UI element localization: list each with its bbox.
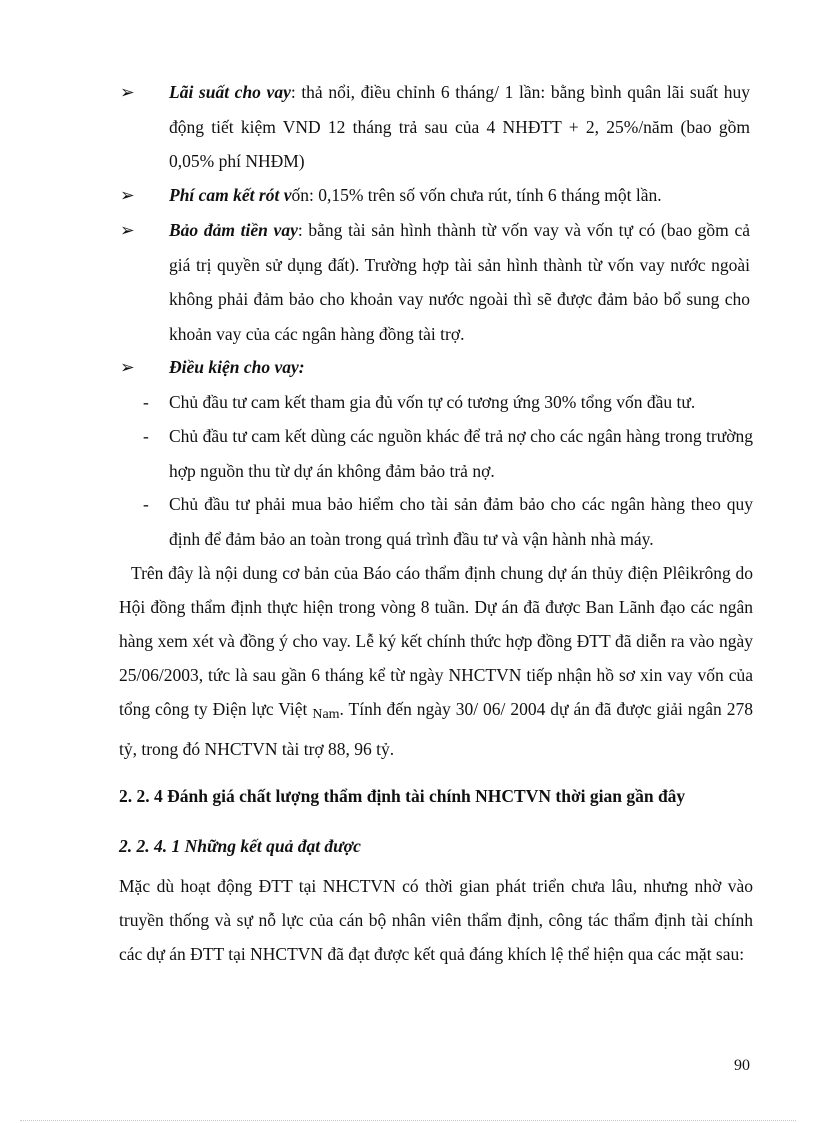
condition-item [143,419,753,488]
bullet-label: Bảo đảm tiền vay [169,220,298,240]
dash-marker: - [143,494,149,514]
condition-item [143,385,753,420]
condition-text: Chủ đầu tư cam kết dùng các nguồn khác để trả nợ cho các ngân hàng trong trường hợp nguồn thu từ dự án không đảm bảo trả nợ. [169,426,753,481]
arrow-bullet-icon: ➢ [120,220,135,240]
condition-item [143,487,753,556]
page-bottom-rule [20,1120,796,1121]
bullet-loan-conditions [120,350,750,385]
bullet-interest-rate [120,75,750,179]
bullet-label: Phí cam kết rót v [169,185,292,205]
arrow-bullet-icon: ➢ [120,185,135,205]
subsection-heading: 2. 2. 4. 1 Những kết quả đạt được [119,836,361,856]
bullet-text: ốn: 0,15% trên số vốn chưa rút, tính 6 tháng một lần. [291,185,662,205]
arrow-bullet-icon: ➢ [120,82,135,102]
bullet-loan-security [120,213,750,351]
dash-marker: - [143,392,149,412]
bullet-label: Điều kiện cho vay: [169,357,305,377]
dash-marker: - [143,426,149,446]
bullet-text: : bằng tài sản hình thành từ vốn vay và vốn tự có (bao gồm cả giá trị quyền sử dụng đất). Trường hợp tài sản hình thành từ vốn vay nước ngoài không phải đảm bảo cho khoản vay nước ngoài thì sẽ được đảm bảo bổ sung cho khoản vay của các ngân hàng đồng tài trợ. [169,220,750,344]
bullet-text: : thả nổi, điều chỉnh 6 tháng/ 1 lần: bằng bình quân lãi suất huy động tiết kiệm VND 12 tháng trả sau của 4 NHĐTT + 2, 25%/năm (bao gồm 0,05% phí NHĐM) [169,82,750,171]
bullet-label: Lãi suất cho vay [169,82,291,102]
summary-paragraph: Trên đây là nội dung cơ bản của Báo cáo thẩm định chung dự án thủy điện Plêikrông do Hội đồng thẩm định thực hiện trong vòng 8 tuần. Dự án đã được Ban Lãnh đạo các ngân hàng xem xét và đồng ý cho vay. Lễ ký kết chính thức hợp đồng ĐTT đã diễn ra vào ngày 25/06/2003, tức là sau gần 6 tháng kể từ ngày NHCTVN tiếp nhận hồ sơ xin vay vốn của tổng công ty Điện lực Việt $_{Nam}$. Tính đến ngày 30/ 06/ 2004 dự án đã được giải ngân 278 tỷ, trong đó NHCTVN tài trợ 88, 96 tỷ. [119,563,754,759]
page-number: 90 [734,1057,750,1074]
arrow-bullet-icon: ➢ [120,357,135,377]
condition-text: Chủ đầu tư phải mua bảo hiểm cho tài sản đảm bảo cho các ngân hàng theo quy định để đảm bảo an toàn trong quá trình đầu tư và vận hành nhà máy. [169,494,753,549]
section-heading: 2. 2. 4 Đánh giá chất lượng thẩm định tài chính NHCTVN thời gian gần đây [119,786,686,806]
condition-text: Chủ đầu tư cam kết tham gia đủ vốn tự có tương ứng 30% tổng vốn đầu tư. [169,392,696,412]
bullet-commitment-fee [120,178,750,213]
closing-paragraph: Mặc dù hoạt động ĐTT tại NHCTVN có thời gian phát triển chưa lâu, nhưng nhờ vào truyền thống và sự nỗ lực của cán bộ nhân viên thẩm định, công tác thẩm định tài chính các dự án ĐTT tại NHCTVN đã đạt được kết quả đáng khích lệ thể hiện qua các mặt sau: [119,876,753,964]
